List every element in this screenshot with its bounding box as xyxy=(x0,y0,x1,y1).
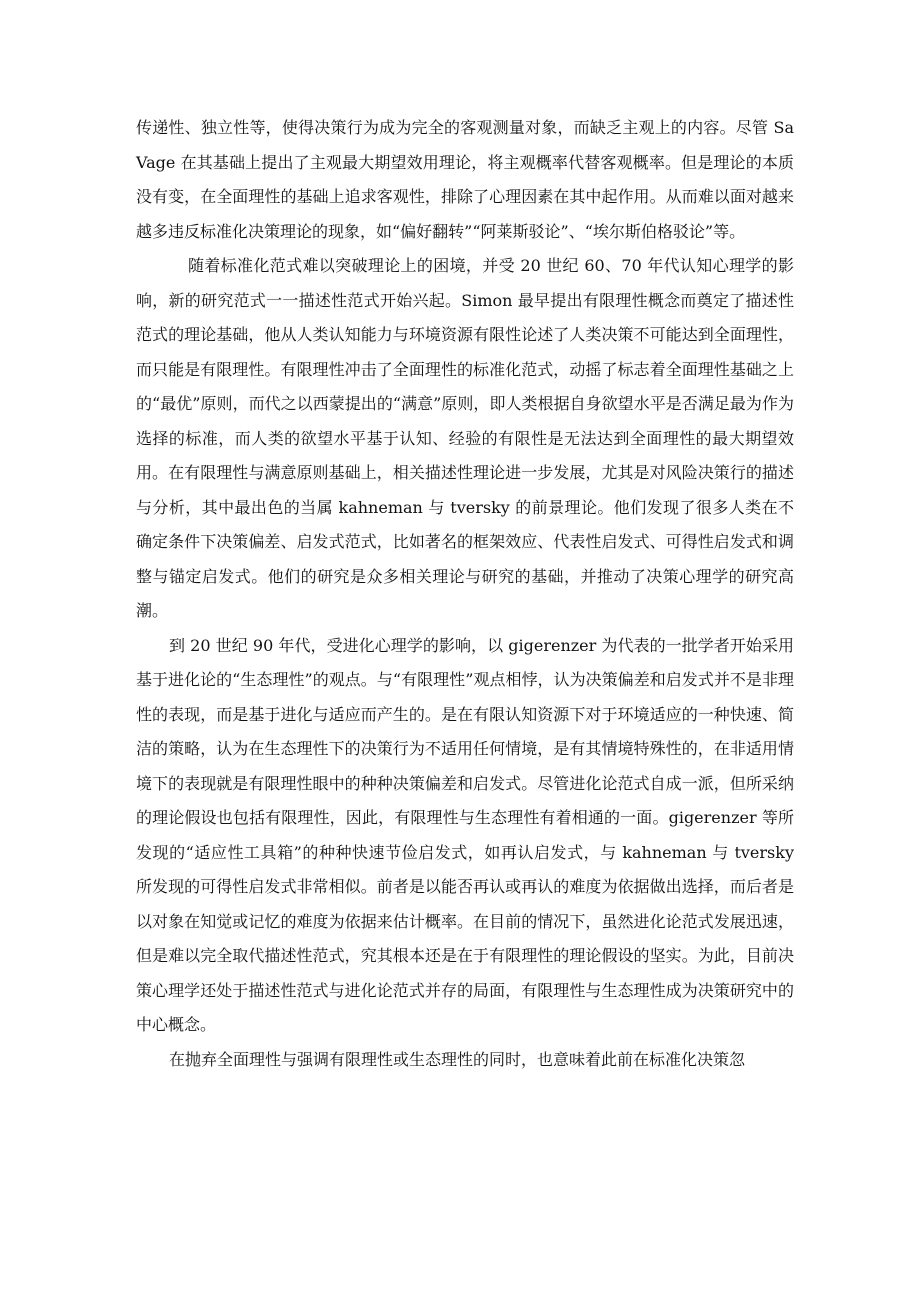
paragraph-1: 传递性、独立性等，使得决策行为成为完全的客观测量对象，而缺乏主观上的内容。尽管 SaVage 在其基础上提出了主观最大期望效用理论，将主观概率代替客观概率。但是理论的本质没有变，在全面理性的基础上追求客观性，排除了心理因素在其中起作用。从而难以面对越来越多违反标准化决策理论的现象，如“偏好翻转”“阿莱斯驳论”、“埃尔斯伯格驳论”等。 xyxy=(136,118,794,241)
paragraph-3: 到 20 世纪 90 年代，受进化心理学的影响，以 gigerenzer 为代表的一批学者开始采用基于进化论的“生态理性”的观点。与“有限理性”观点相悖，认为决策偏差和启发式并不是非理性的表现，而是基于进化与适应而产生的。是在有限认知资源下对于环境适应的一种快速、简洁的策略，认为在生态理性下的决策行为不适用任何情境，是有其情境特殊性的，在非适用情境下的表现就是有限理性眼中的种种决策偏差和启发式。尽管进化论范式自成一派，但所采纳的理论假设也包括有限理性，因此，有限理性与生态理性有着相通的一面。gigerenzer 等所发现的“适应性工具箱”的种种快速节俭启发式，如再认启发式，与 kahneman 与 tversky 所发现的可得性启发式非常相似。前者是以能否再认或再认的难度为依据做出选择，而后者是以对象在知觉或记忆的难度为依据来估计概率。在目前的情况下，虽然进化论范式发展迅速，但是难以完全取代描述性范式，究其根本还是在于有限理性的理论假设的坚实。为此，目前决策心理学还处于描述性范式与进化论范式并存的局面，有限理性与生态理性成为决策研究中的中心概念。 xyxy=(136,635,794,1034)
paragraph-2: 随着标准化范式难以突破理论上的困境，并受 20 世纪 60、70 年代认知心理学的影响，新的研究范式一一描述性范式开始兴起。Simon 最早提出有限理性概念而奠定了描述性范式的理论基础，他从人类认知能力与环境资源有限性论述了人类决策不可能达到全面理性，而只能是有限理性。有限理性冲击了全面理性的标准化范式，动摇了标志着全面理性基础之上的“最优”原则，而代之以西蒙提出的“满意”原则，即人类根据自身欲望水平是否满足最为作为选择的标准，而人类的欲望水平基于认知、经验的有限性是无法达到全面理性的最大期望效用。在有限理性与满意原则基础上，相关描述性理论进一步发展，尤其是对风险决策行的描述与分析，其中最出色的当属 kahneman 与 tversky 的前景理论。他们发现了很多人类在不确定条件下决策偏差、启发式范式，比如著名的框架效应、代表性启发式、可得性启发式和调整与锚定启发式。他们的研究是众多相关理论与研究的基础，并推动了决策心理学的研究高潮。 xyxy=(136,256,794,620)
document-body xyxy=(136,111,794,1077)
paragraph-4: 在抛弃全面理性与强调有限理性或生态理性的同时，也意味着此前在标准化决策忽 xyxy=(169,1049,746,1069)
